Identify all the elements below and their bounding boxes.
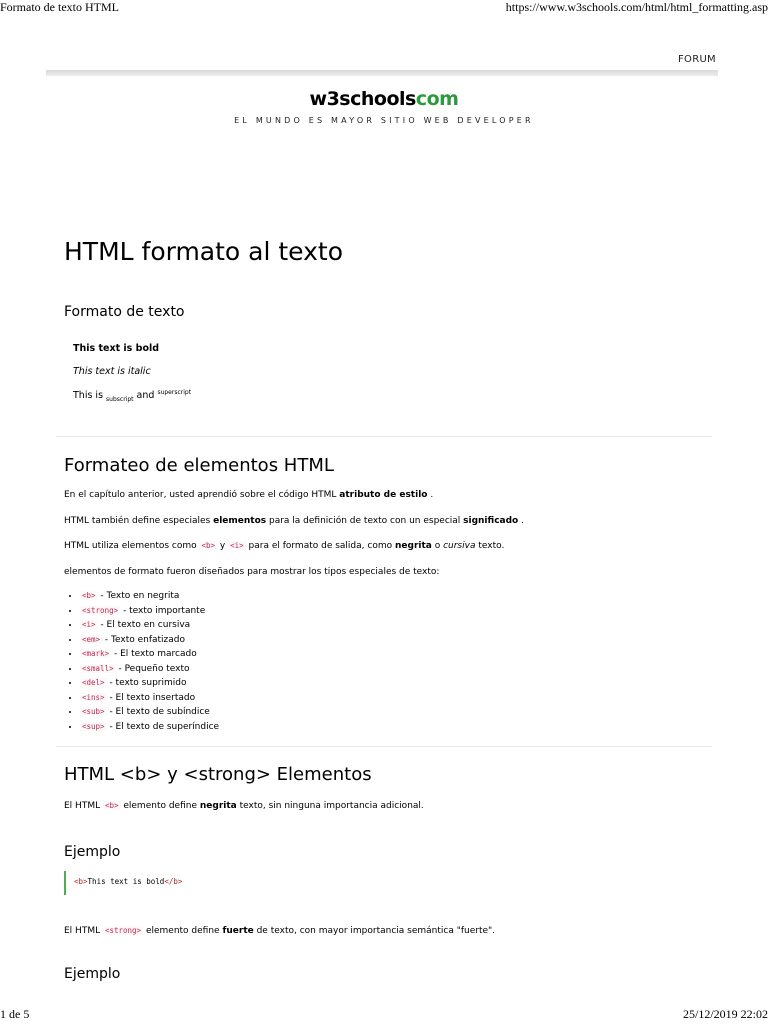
text: de texto, con mayor importancia semántica "fuerte". <box>253 926 496 936</box>
text: o <box>431 541 444 551</box>
code-tag: <sub> <box>82 707 105 716</box>
example-code-block <box>64 871 666 895</box>
code-tag: <i> <box>230 541 244 550</box>
strong-text: significado <box>463 516 519 526</box>
strong-text[interactable]: atributo de estilo <box>339 490 428 500</box>
nav-forum-link[interactable]: FORUM <box>677 54 716 65</box>
item-desc: - El texto de subíndice <box>106 707 210 717</box>
text: HTML también define especiales <box>64 516 214 526</box>
demo-subscript: subscript <box>106 396 134 404</box>
demo-text: This is <box>73 390 107 402</box>
item-desc: - El texto de superíndice <box>106 721 220 732</box>
example-code <box>74 877 182 886</box>
code-tag: <mark> <box>82 649 110 658</box>
strong-text: fuerte <box>222 926 254 936</box>
text: El HTML <box>64 801 103 811</box>
item-desc: - El texto marcado <box>111 649 197 659</box>
text: texto. <box>475 541 505 551</box>
list-item <box>80 604 219 619</box>
code-tag: <em> <box>82 634 101 644</box>
code-open-tag: <b> <box>74 877 88 886</box>
page-title: HTML formato al texto <box>64 237 344 266</box>
item-desc: - texto importante <box>120 605 206 616</box>
print-url: https://www.w3schools.com/html/html_formatting.asp <box>505 0 768 14</box>
text: El HTML <box>64 926 103 936</box>
text: texto, sin ninguna importancia adicional. <box>236 801 424 811</box>
strong-text: elementos <box>213 516 267 526</box>
example-heading: Ejemplo <box>64 844 121 860</box>
section-heading-b-strong: HTML <b> y <strong> Elementos <box>64 764 372 785</box>
text: para la definición de texto con un especial <box>266 516 464 526</box>
strong-text: negrita <box>199 801 237 811</box>
list-item <box>80 633 219 648</box>
formatting-elements-list <box>64 589 219 734</box>
code-tag: <i> <box>82 620 96 629</box>
list-item <box>80 676 219 691</box>
list-item <box>80 720 219 735</box>
code-tag: <del> <box>82 678 105 687</box>
text: . <box>518 516 524 526</box>
code-tag: <sup> <box>82 721 105 731</box>
logo-com: com <box>415 88 459 110</box>
text: y <box>217 541 229 551</box>
code-tag: <small> <box>82 663 114 673</box>
item-desc: - Pequeño texto <box>115 663 190 674</box>
site-tagline: EL MUNDO ES MAYOR SITIO WEB DEVELOPER <box>234 116 534 125</box>
list-item <box>80 691 219 706</box>
section-heading-formato: Formato de texto <box>64 304 185 320</box>
item-desc: - texto suprimido <box>106 678 187 688</box>
section-heading-elementos: Formateo de elementos HTML <box>64 455 334 476</box>
list-item <box>80 618 219 633</box>
code-tag: <ins> <box>82 692 105 702</box>
logo-main: w3schools <box>309 88 416 110</box>
text: En el capítulo anterior, usted aprendió sobre el código HTML <box>64 490 340 500</box>
top-nav <box>46 52 716 70</box>
list-item <box>80 705 219 720</box>
text: . <box>427 490 434 500</box>
text: para el formato de salida, como <box>245 541 395 551</box>
text: HTML utiliza elementos como <box>64 541 200 551</box>
list-item <box>80 647 219 662</box>
italic-text: cursiva <box>443 541 476 551</box>
paragraph <box>64 490 433 500</box>
item-desc: - Texto en negrita <box>97 591 180 601</box>
code-tag: <strong> <box>82 605 119 615</box>
demo-and: and <box>133 390 158 402</box>
site-logo[interactable] <box>0 88 768 110</box>
item-desc: - El texto en cursiva <box>97 620 191 630</box>
print-datetime: 25/12/2019 22:02 <box>682 1007 768 1021</box>
paragraph <box>64 516 524 526</box>
example-heading-2: Ejemplo <box>64 966 121 982</box>
list-item <box>80 589 219 604</box>
paragraph <box>64 926 495 936</box>
code-tag: <b> <box>104 801 119 810</box>
section-divider <box>56 746 712 747</box>
code-close-tag: </b> <box>164 877 183 886</box>
code-tag: <b> <box>201 541 216 550</box>
paragraph <box>64 541 504 551</box>
print-title: Formato de texto HTML <box>0 0 119 14</box>
code-tag: <strong> <box>104 926 142 935</box>
item-desc: - Texto enfatizado <box>102 634 186 645</box>
print-footer <box>0 1008 768 1024</box>
text: elemento define <box>120 801 200 811</box>
paragraph <box>64 801 424 811</box>
text: elemento define <box>143 926 223 936</box>
demo-sub-sup <box>73 389 191 403</box>
print-page-number: 1 de 5 <box>0 1007 30 1021</box>
code-tag: <b> <box>82 591 96 600</box>
code-text: This text is bold <box>87 877 165 886</box>
paragraph: elementos de formato fueron diseñados para mostrar los tipos especiales de texto: <box>64 567 440 577</box>
section-divider <box>56 436 712 437</box>
top-bar-divider <box>46 70 718 76</box>
demo-italic: This text is italic <box>73 366 151 377</box>
item-desc: - El texto insertado <box>106 692 196 703</box>
demo-bold: This text is bold <box>73 343 160 354</box>
demo-superscript: superscript <box>157 389 192 396</box>
strong-text: negrita <box>394 541 432 551</box>
list-item <box>80 662 219 677</box>
